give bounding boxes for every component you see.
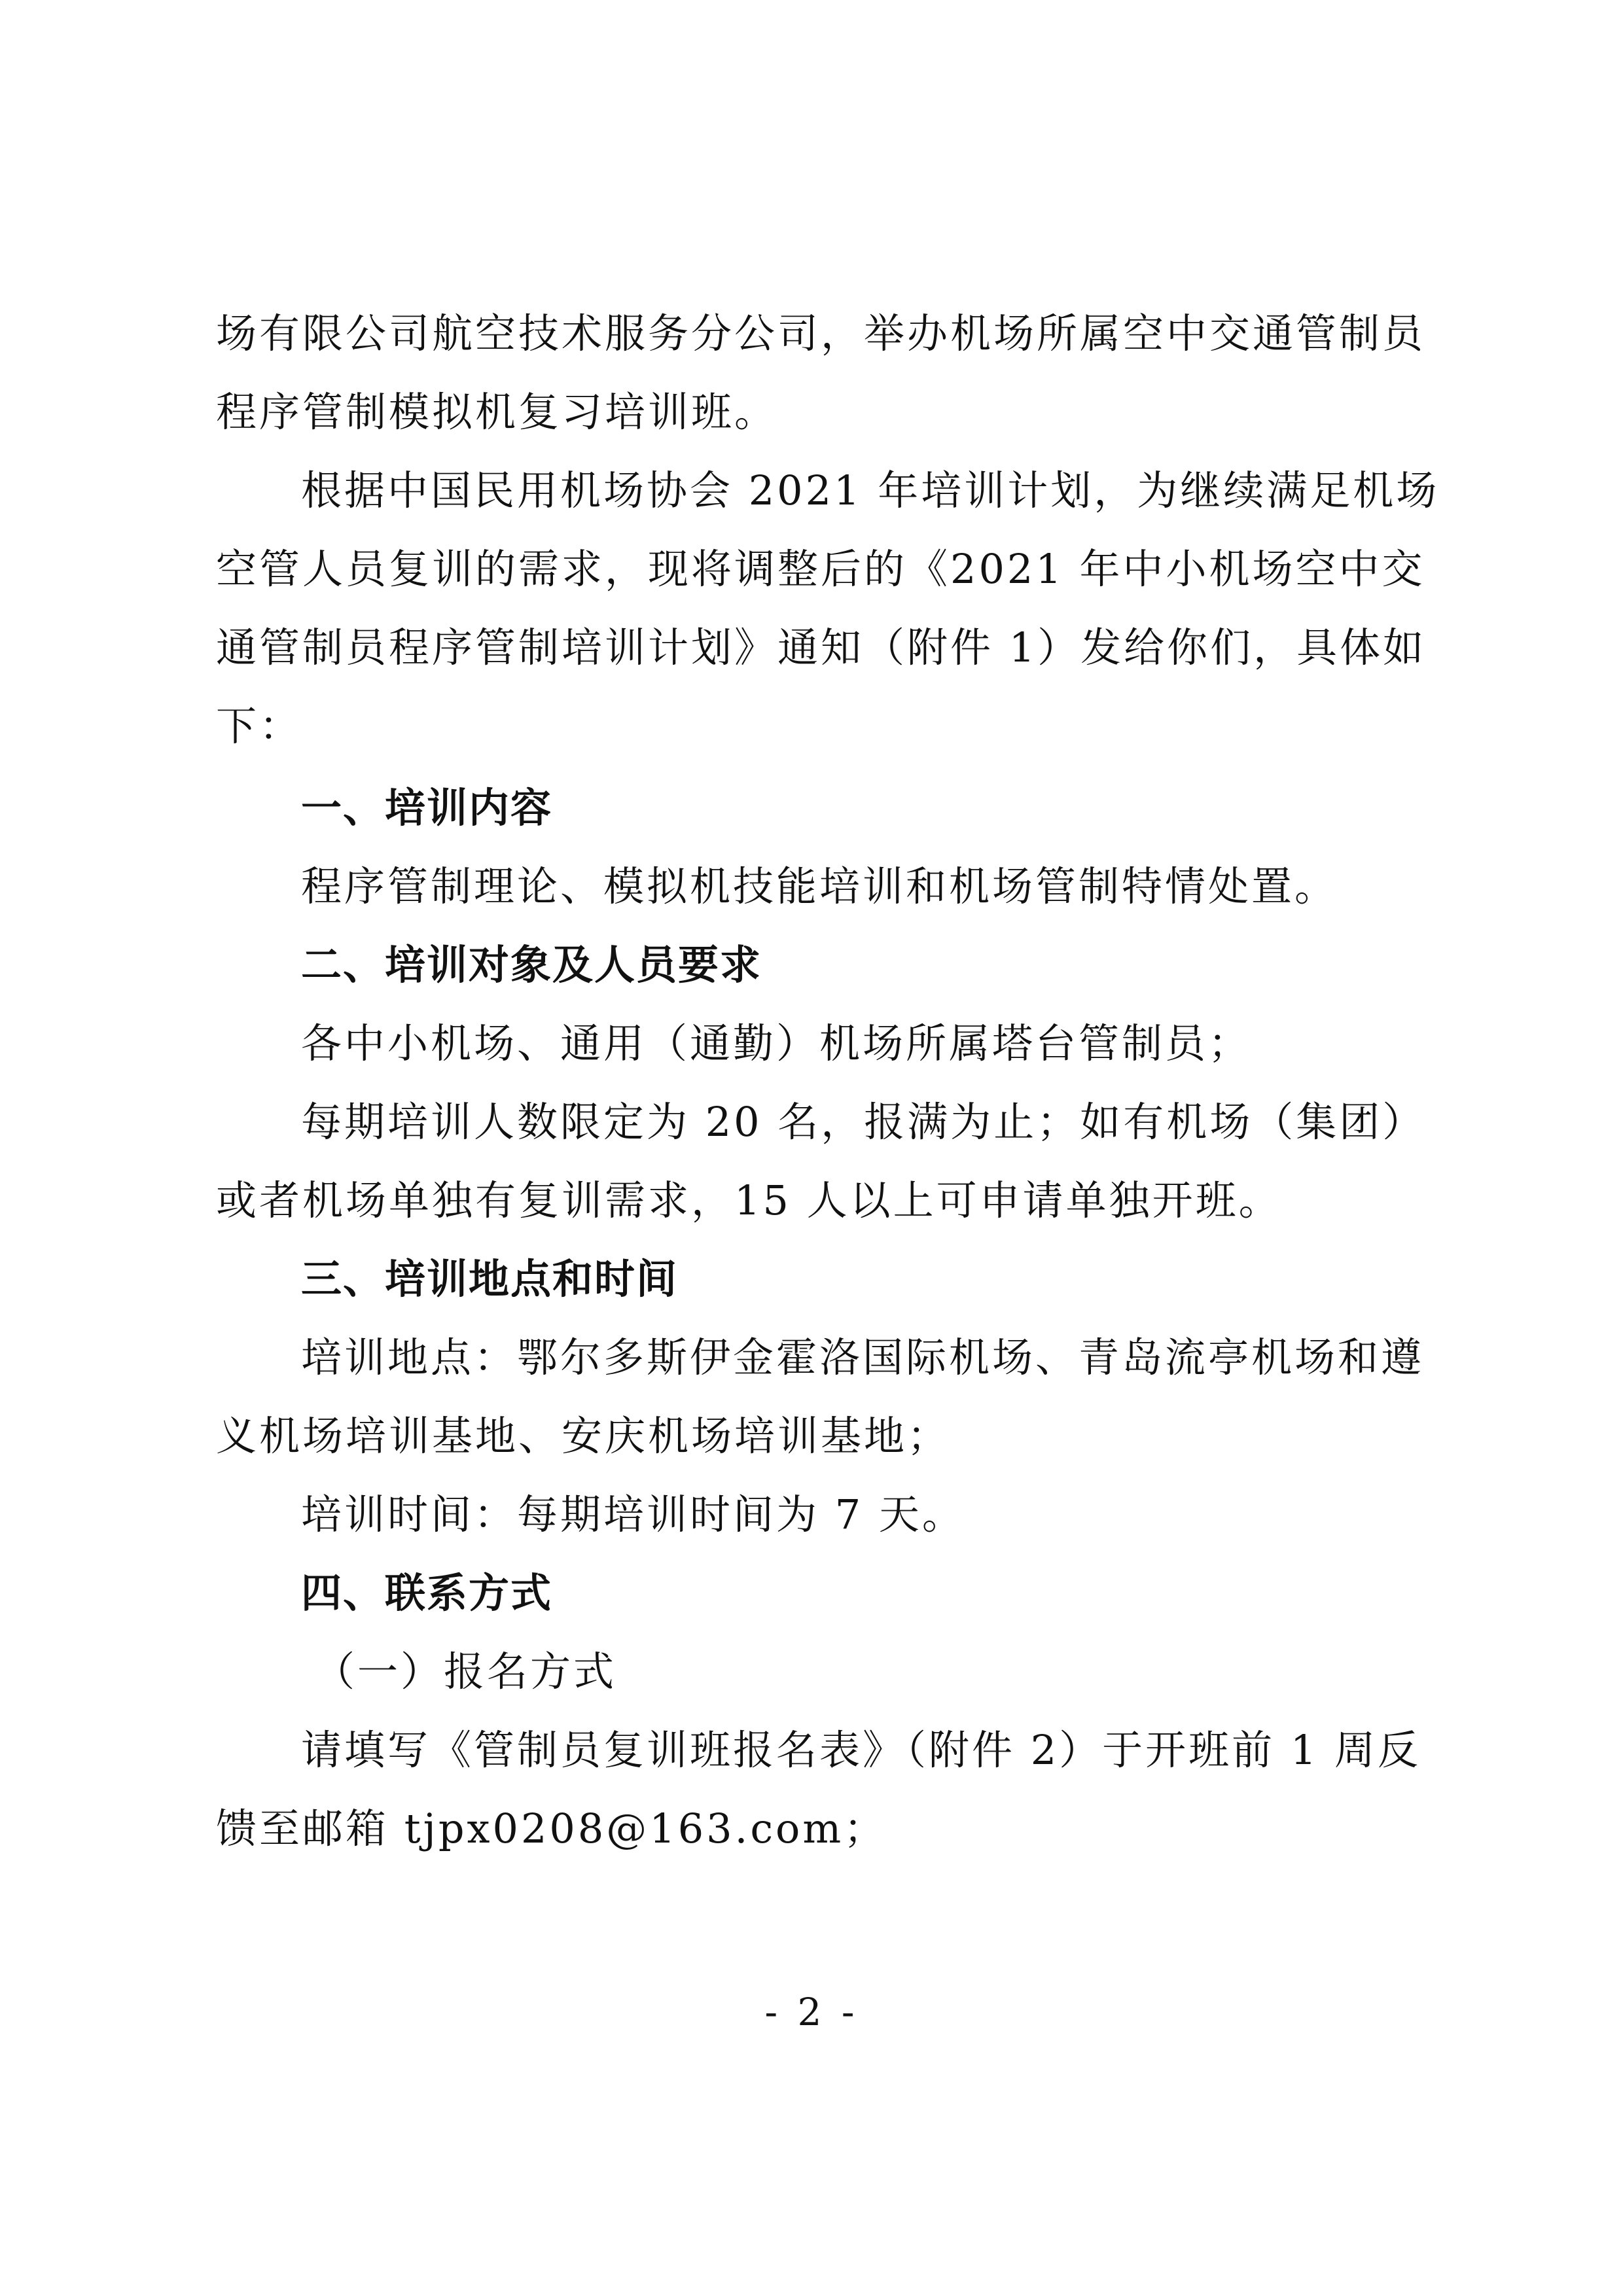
body-text-line: 各中小机场、通用（通勤）机场所属塔台管制员；	[301, 1019, 1252, 1067]
body-text-line: 程序管制理论、模拟机技能培训和机场管制特情处置。	[301, 862, 1338, 910]
body-text-line: 请填写《管制员复训班报名表》（附件 2）于开班前 1 周反	[301, 1726, 1421, 1774]
body-text-line: 场有限公司航空技术服务分公司，举办机场所属空中交通管制员	[216, 309, 1426, 357]
body-text-line: 通管制员程序管制培训计划》通知（附件 1）发给你们，具体如	[216, 624, 1427, 671]
section-heading-contact: 四、联系方式	[301, 1569, 553, 1617]
section-heading-content: 一、培训内容	[301, 784, 553, 832]
body-text-line: 或者机场单独有复训需求，15 人以上可申请单独开班。	[216, 1176, 1282, 1224]
section-heading-location-time: 三、培训地点和时间	[301, 1255, 679, 1303]
section-heading-audience: 二、培训对象及人员要求	[301, 941, 762, 989]
subsection-heading-registration: （一）报名方式	[314, 1648, 617, 1695]
body-text-line: 义机场培训基地、安庆机场培训基地；	[216, 1412, 951, 1460]
body-text-line: 培训时间：每期培训时间为 7 天。	[301, 1491, 965, 1538]
body-text-line: 程序管制模拟机复习培训班。	[216, 388, 778, 436]
body-text-line: 根据中国民用机场协会 2021 年培训计划，为继续满足机场	[301, 467, 1440, 514]
body-text-line: 空管人员复训的需求，现将调整后的《2021 年中小机场空中交	[216, 545, 1425, 593]
page-number: - 2 -	[764, 1990, 859, 2034]
body-text-line: 下：	[216, 702, 303, 750]
body-text-line-email: 馈至邮箱 tjpx0208@163.com；	[216, 1805, 887, 1852]
body-text-line: 每期培训人数限定为 20 名，报满为止；如有机场（集团）	[301, 1098, 1426, 1146]
body-text-line: 培训地点：鄂尔多斯伊金霍洛国际机场、青岛流亭机场和遵	[301, 1333, 1425, 1381]
